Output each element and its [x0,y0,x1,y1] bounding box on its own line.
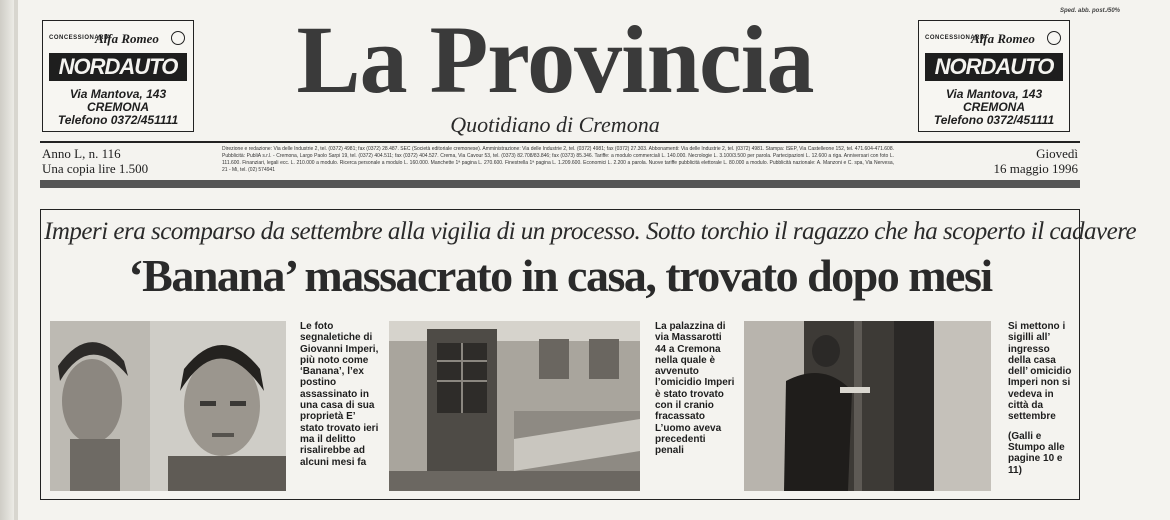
article-kicker: Imperi era scomparso da settembre alla vigilia di un processo. Sotto torchio il ragazzo che ha scoperto il cadavere [44,218,1137,245]
photo-building [389,321,640,491]
binding-spine [0,0,14,520]
caption-3-text: Si mettono i sigilli all’ ingresso della casa dell’ omicidio Imperi non si vedeva in città da settembre [1008,321,1072,423]
ad-concession: CONCESSIONARIA [925,35,988,41]
ad-phone: Telefono 0372/451111 [933,113,1055,127]
issue-date [968,146,1078,176]
ad-brand: Alfa Romeo [971,31,1035,46]
ad-box-right [918,20,1070,132]
masthead-subtitle: Quotidiano di Cremona [450,112,660,137]
ad-logo: NORDAUTO [925,53,1063,81]
alfa-romeo-emblem-icon [171,31,185,45]
editorial-info: Direzione e redazione: Via delle Industrie 2, tel. (0372) 4981; fax (0372) 28.487. SEC (Società editoriale cremonese). Amministrazione: Via delle Industrie 2, tel. (0372) 4981; fax (0372) 27.303. Abbonamenti: Via delle Industrie 2, tel. (0372) 4981. Stampa: ISEP, Via Castelleone 152, tel. 471.604-471.608. Pubblicità: PubliA s.r.l. - Cremona, Largo Paolo Sarpi 19, tel. (0372) 404.511; fax (0372) 404.527. Crema, Via Cavour 53, tel. (0373) 82.708/83.846; fax (0373) 85.346. Tariffe: a modulo commerciali L. 140.000. Necrologie L. 3.100/3.500 per parola. Partecipazioni L. 12.600 a riga. Anniversari con foto L. 111.600. Finanziari, legali ecc. L. 210.000 a modulo. Ricerca personale a modulo L. 160.000. Manchette 1ª pagina L. 270.600. Finestrella 1ª pagina L. 1.209.600. Economici L. 2.200 a parola. Nuove tariffe pubblicità elettorale L. 80.000 a modulo. Pubblicità nazionale: A. Manzoni e C. spa, Via Nervesa, 21 - Mi, tel. (02) 574941 [222,146,894,173]
ad-phone: Telefono 0372/451111 [57,113,179,127]
ad-suffix: s.r.l. [1051,75,1063,81]
issue-price: Una copia lire 1.500 [42,161,149,176]
ad-city: CREMONA [963,100,1025,114]
caption-3-page-ref: (Galli e Stumpo alle pagine 10 e 11) [1008,430,1065,476]
ad-address: Via Mantova, 143 [69,87,167,101]
masthead-title: La Provincia [296,6,814,113]
ad-logo: NORDAUTO [49,53,187,81]
ad-suffix: s.r.l. [175,75,187,81]
ad-city: CREMONA [87,100,149,114]
photo-mugshots [50,321,286,491]
issue-number: Anno L, n. 116 [42,146,121,161]
caption-3 [1008,321,1072,476]
postal-note: Sped. abb. post./50% [1059,8,1120,14]
photo-door-seal [744,321,991,491]
date: 16 maggio 1996 [993,161,1078,176]
ad-box-left [42,20,194,132]
ad-address: Via Mantova, 143 [945,87,1043,101]
caption-2: La palazzina di via Massarotti 44 a Cremona nella quale è avvenuto l’omicidio Imperi è stato trovato con il cranio fracassato L’uomo aveva precedenti penali [655,321,735,457]
rule-thick [40,180,1080,188]
weekday: Giovedì [1036,146,1078,161]
ad-concession: CONCESSIONARIA [49,35,112,41]
rule-top [40,141,1080,143]
issue-info [42,146,148,176]
article-headline: ‘Banana’ massacrato in casa, trovato dopo mesi [128,250,992,301]
binding-edge [14,0,18,520]
alfa-romeo-emblem-icon [1047,31,1061,45]
caption-1: Le foto segnaletiche di Giovanni Imperi, più noto come ‘Banana’, l’ex postino assassinato in una casa di sua proprietà E’ stato trovato ieri ma il delitto risalirebbe ad alcuni mesi fa [300,321,379,468]
ad-brand: Alfa Romeo [95,31,159,46]
